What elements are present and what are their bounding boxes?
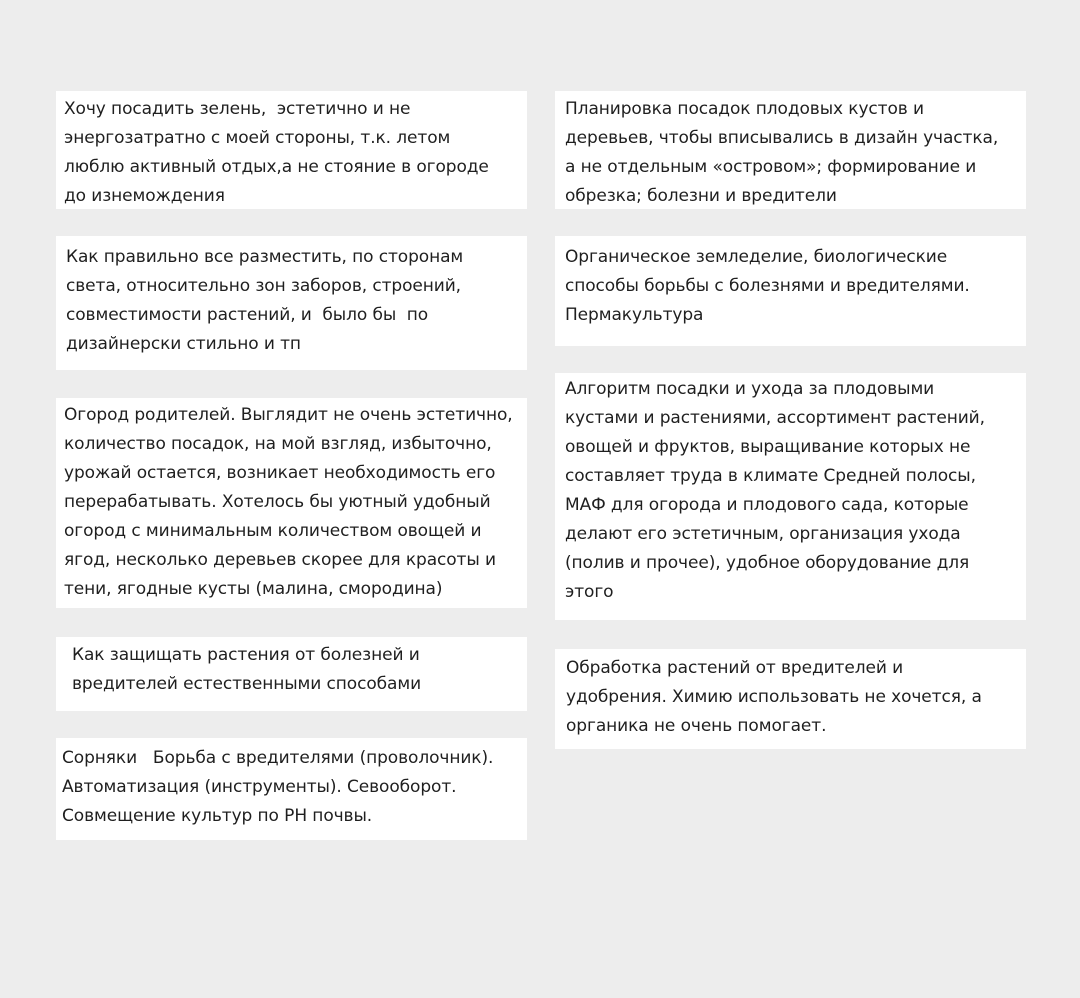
response-line: вредителей естественными способами bbox=[72, 674, 422, 694]
response-line: огород с минимальным количеством овощей и bbox=[64, 521, 482, 541]
response-line: МАФ для огорода и плодового сада, которые bbox=[565, 495, 969, 515]
response-line: делают его эстетичным, организация ухода bbox=[565, 524, 961, 544]
response-line: ягод, несколько деревьев скорее для красоты и bbox=[64, 550, 496, 570]
response-line: тени, ягодные кусты (малина, смородина) bbox=[64, 579, 443, 599]
response-line: Планировка посадок плодовых кустов и bbox=[565, 99, 924, 119]
response-line: овощей и фруктов, выращивание которых не bbox=[565, 437, 971, 457]
response-card-7 bbox=[555, 236, 1026, 346]
response-line: этого bbox=[565, 582, 614, 602]
response-line: органика не очень помогает. bbox=[566, 716, 827, 736]
response-line: Огород родителей. Выглядит не очень эстетично, bbox=[64, 405, 513, 425]
response-card-4 bbox=[56, 637, 527, 711]
response-line: Автоматизация (инструменты). Севооборот. bbox=[62, 777, 457, 797]
response-line: Как защищать растения от болезней и bbox=[72, 645, 420, 665]
response-line: урожай остается, возникает необходимость его bbox=[64, 463, 496, 483]
response-line: совместимости растений, и было бы по bbox=[66, 305, 429, 325]
response-line: Хочу посадить зелень, эстетично и не bbox=[64, 99, 411, 119]
response-card-3 bbox=[56, 398, 527, 608]
response-line: составляет труда в климате Средней полосы, bbox=[565, 466, 976, 486]
response-line: люблю активный отдых,а не стояние в огороде bbox=[64, 157, 489, 177]
response-card-8 bbox=[555, 373, 1026, 620]
response-line: дизайнерски стильно и тп bbox=[66, 334, 301, 354]
response-line: кустами и растениями, ассортимент растений, bbox=[565, 408, 985, 428]
response-line: Обработка растений от вредителей и bbox=[566, 658, 904, 678]
response-card-1 bbox=[56, 91, 527, 209]
response-line: (полив и прочее), удобное оборудование для bbox=[565, 553, 970, 573]
response-line: удобрения. Химию использовать не хочется, а bbox=[566, 687, 982, 707]
response-line: Пермакультура bbox=[565, 305, 704, 325]
response-line: количество посадок, на мой взгляд, избыточно, bbox=[64, 434, 492, 454]
response-line: энергозатратно с моей стороны, т.к. летом bbox=[64, 128, 451, 148]
response-line: Как правильно все разместить, по сторонам bbox=[66, 247, 464, 267]
response-line: обрезка; болезни и вредители bbox=[565, 186, 837, 206]
response-line: до изнемождения bbox=[64, 186, 225, 206]
response-card-2 bbox=[56, 236, 527, 370]
response-line: Органическое земледелие, биологические bbox=[565, 247, 948, 267]
response-line: перерабатывать. Хотелось бы уютный удобный bbox=[64, 492, 491, 512]
response-line: а не отдельным «островом»; формирование и bbox=[565, 157, 977, 177]
response-line: Алгоритм посадки и ухода за плодовыми bbox=[565, 379, 935, 399]
response-line: деревьев, чтобы вписывались в дизайн участка, bbox=[565, 128, 999, 148]
response-card-6 bbox=[555, 91, 1026, 209]
response-card-9 bbox=[555, 649, 1026, 749]
response-card-5 bbox=[56, 738, 527, 840]
response-line: света, относительно зон заборов, строений, bbox=[66, 276, 461, 296]
response-line: Сорняки Борьба с вредителями (проволочник). bbox=[62, 748, 494, 768]
response-line: способы борьбы с болезнями и вредителями. bbox=[565, 276, 970, 296]
response-line: Совмещение культур по PH почвы. bbox=[62, 806, 373, 826]
